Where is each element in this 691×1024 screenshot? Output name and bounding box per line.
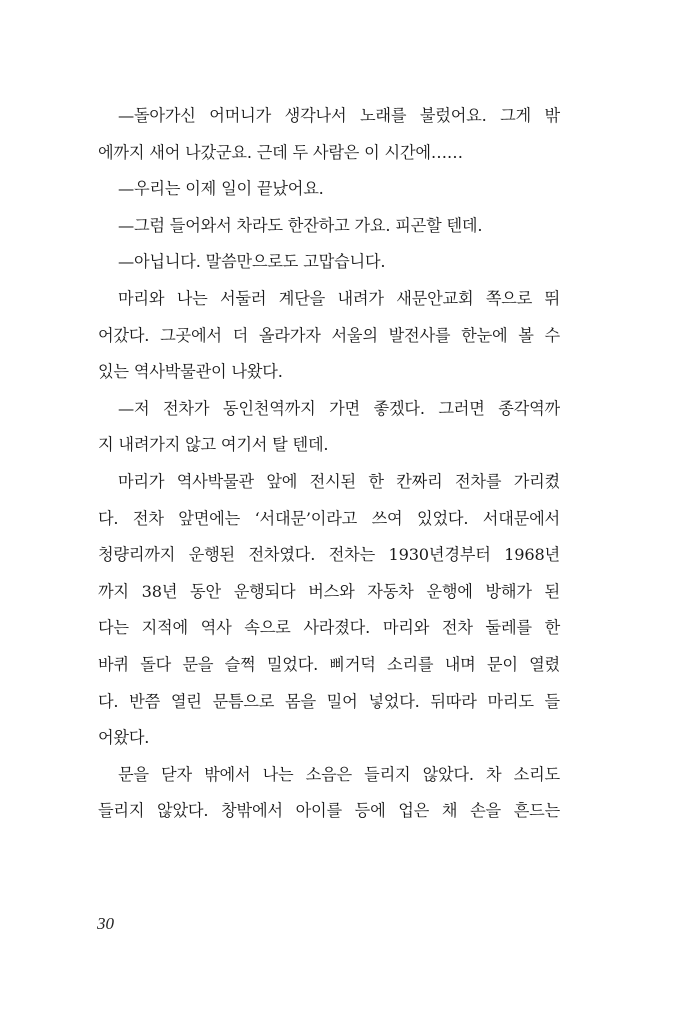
text-line: 어갔다. 그곳에서 더 올라가자 서울의 발전사를 한눈에 볼 수 [98, 325, 560, 345]
text-line: 까지 38년 동안 운행되다 버스와 자동차 운행에 방해가 된 [98, 581, 560, 601]
text-line: 다는 지적에 역사 속으로 사라졌다. 마리와 전차 둘레를 한 [98, 618, 560, 638]
text-line: 에까지 새어 나갔군요. 근데 두 사람은 이 시간에…… [98, 142, 463, 162]
text-line: —우리는 이제 일이 끝났어요. [118, 179, 324, 199]
text-line: 있는 역사박물관이 나왔다. [98, 362, 283, 382]
text-line: 어왔다. [98, 728, 150, 748]
text-line: —아닙니다. 말씀만으로도 고맙습니다. [118, 252, 386, 272]
text-line: 다. 전차 앞면에는 ‘서대문’이라고 쓰여 있었다. 서대문에서 [98, 508, 560, 528]
text-line: 지 내려가지 않고 여기서 탈 텐데. [98, 435, 329, 455]
text-line: 마리와 나는 서둘러 계단을 내려가 새문안교회 쪽으로 뛰 [118, 288, 560, 308]
text-line: 바퀴 돌다 문을 슬쩍 밀었다. 삐거덕 소리를 내며 문이 열렸 [98, 654, 560, 674]
page-number: 30 [97, 914, 114, 933]
text-line: 들리지 않았다. 창밖에서 아이를 등에 업은 채 손을 흔드는 [98, 801, 560, 821]
text-line: —돌아가신 어머니가 생각나서 노래를 불렀어요. 그게 밖 [118, 106, 560, 125]
text-line: 다. 반쯤 열린 문틈으로 몸을 밀어 넣었다. 뒤따라 마리도 들 [98, 691, 560, 711]
text-line: —그럼 들어와서 차라도 한잔하고 가요. 피곤할 텐데. [118, 215, 483, 235]
page-body [98, 98, 560, 830]
text-line: 문을 닫자 밖에서 나는 소음은 들리지 않았다. 차 소리도 [118, 764, 560, 784]
text-line: 청량리까지 운행된 전차였다. 전차는 1930년경부터 1968년 [98, 545, 560, 565]
text-line: 마리가 역사박물관 앞에 전시된 한 칸짜리 전차를 가리켰 [118, 471, 560, 491]
text-line: —저 전차가 동인천역까지 가면 좋겠다. 그러면 종각역까 [118, 398, 560, 418]
